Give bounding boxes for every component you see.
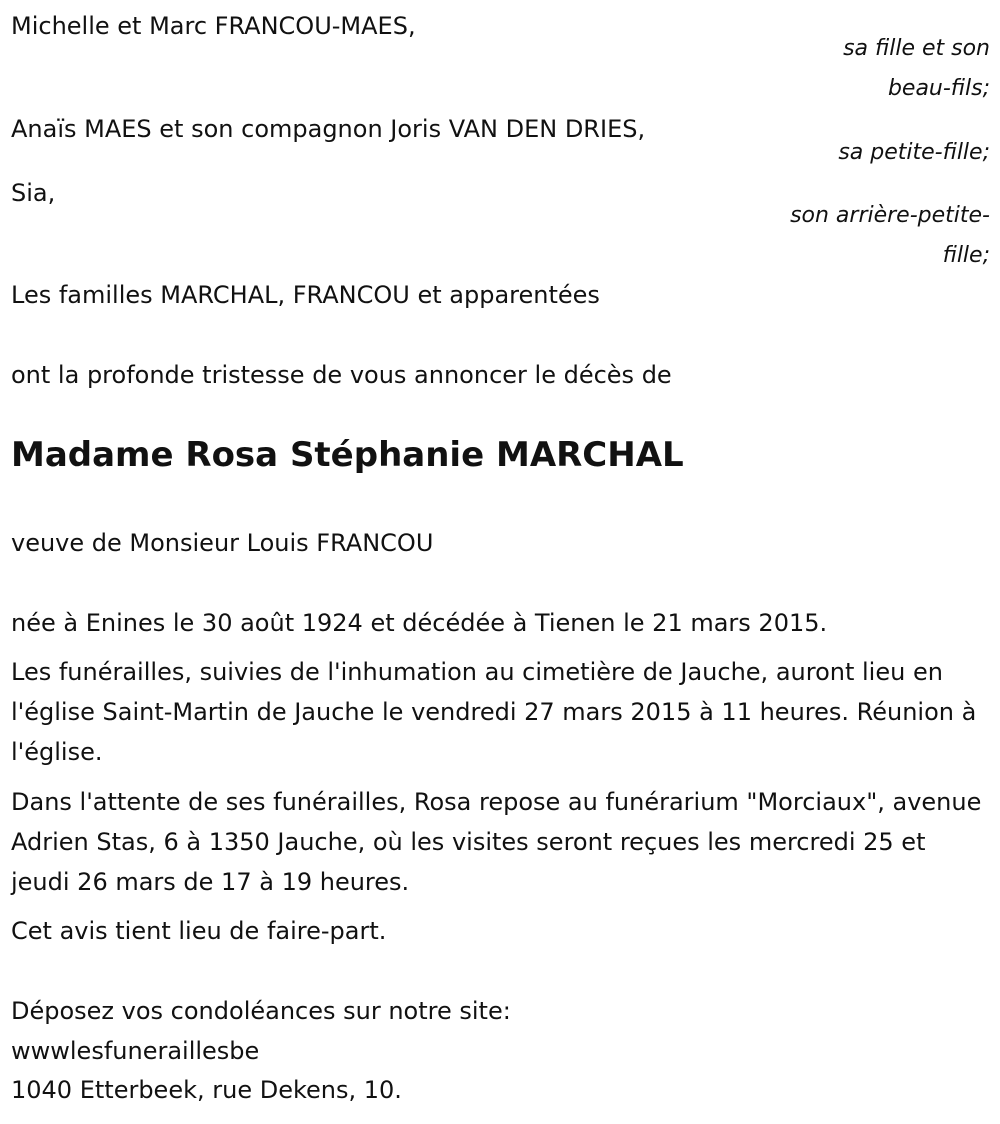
deceased-spouse: veuve de Monsieur Louis FRANCOU	[11, 529, 434, 557]
deceased-name: Madame Rosa Stéphanie MARCHAL	[11, 435, 684, 475]
family-relation-2: sa petite-fille;	[838, 140, 990, 165]
family-name-2: Anaïs MAES et son compagnon Joris VAN DEN DRIES,	[11, 115, 646, 143]
funeral-paragraph: Les funérailles, suivies de l'inhumation au cimetière de Jauche, auront lieu en l'église Saint-Martin de Jauche le vendredi 27 mars 2015 à 11 heures. Réunion à l'église.	[11, 658, 977, 766]
deceased-dates: née à Enines le 30 août 1924 et décédée à Tienen le 21 mars 2015.	[11, 609, 828, 637]
condolences-text: Déposez vos condoléances sur notre site:	[11, 997, 511, 1025]
family-name-1: Michelle et Marc FRANCOU-MAES,	[11, 12, 416, 40]
family-name-4: Les familles MARCHAL, FRANCOU et apparentées	[11, 281, 600, 309]
family-relation-1b: beau-fils;	[887, 76, 990, 101]
visits-paragraph: Dans l'attente de ses funérailles, Rosa repose au funérarium "Morciaux", avenue Adrien Stas, 6 à 1350 Jauche, où les visites seront reçues les mercredi 25 et jeudi 26 mars de 17 à 19 heures.	[11, 788, 982, 896]
family-relation-3a: son arrière-petite-	[790, 203, 990, 228]
family-relation-3b: fille;	[942, 243, 990, 268]
website-link[interactable]: wwwlesfuneraillesbe	[11, 1037, 260, 1065]
announcement-text: ont la profonde tristesse de vous annoncer le décès de	[11, 361, 672, 389]
notice-text: Cet avis tient lieu de faire-part.	[11, 917, 387, 945]
family-relation-1a: sa fille et son	[843, 36, 990, 61]
address-text: 1040 Etterbeek, rue Dekens, 10.	[11, 1076, 402, 1104]
family-name-3: Sia,	[11, 179, 56, 207]
